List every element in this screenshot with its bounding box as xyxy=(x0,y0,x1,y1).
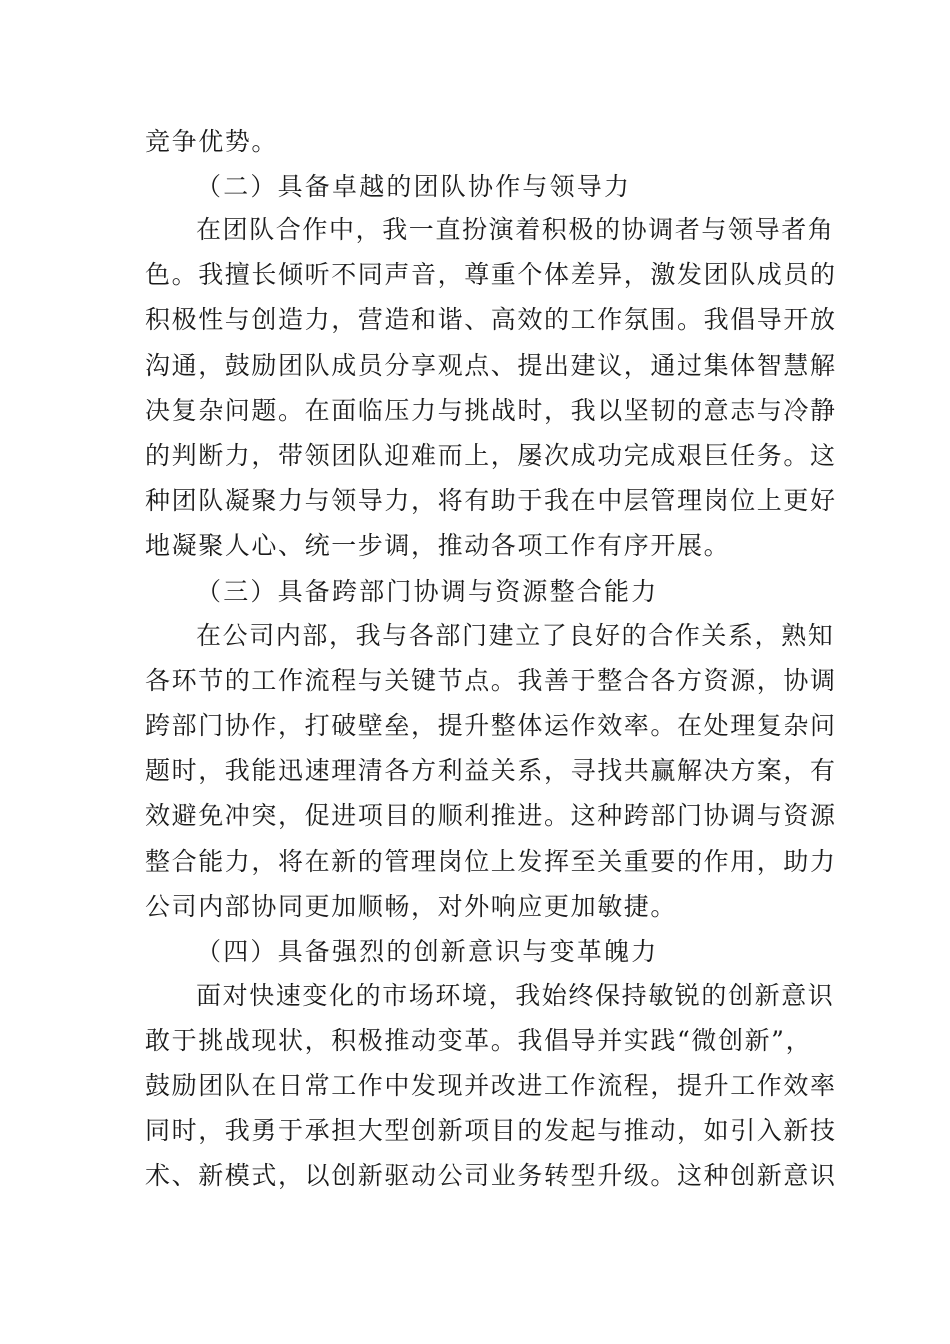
paragraph-line: 色。我擅长倾听不同声音，尊重个体差异，激发团队成员的 xyxy=(145,260,837,289)
paragraph-line: 跨部门协作，打破壁垒，提升整体运作效率。在处理复杂问 xyxy=(145,711,837,740)
paragraph-line: 面对快速变化的市场环境，我始终保持敏锐的创新意识 xyxy=(196,981,835,1010)
paragraph-line: 同时，我勇于承担大型创新项目的发起与推动，如引入新技 xyxy=(145,1116,837,1145)
paragraph-line: 鼓励团队在日常工作中发现并改进工作流程，提升工作效率 xyxy=(145,1071,837,1100)
paragraph-line: 公司内部协同更加顺畅，对外响应更加敏捷。 xyxy=(145,892,678,921)
paragraph-line: 敢于挑战现状，积极推动变革。我倡导并实践“微创新”， xyxy=(145,1026,813,1055)
paragraph-line: 题时，我能迅速理清各方利益关系，寻找共赢解决方案，有 xyxy=(145,756,837,785)
paragraph-line: 的判断力，带领团队迎难而上，屡次成功完成艰巨任务。这 xyxy=(145,441,837,470)
paragraph-line: 沟通，鼓励团队成员分享观点、提出建议，通过集体智慧解 xyxy=(145,351,837,380)
paragraph-line: 整合能力，将在新的管理岗位上发挥至关重要的作用，助力 xyxy=(145,847,837,876)
paragraph-line: 决复杂问题。在面临压力与挑战时，我以坚韧的意志与冷静 xyxy=(145,396,837,425)
section-heading-2: （二）具备卓越的团队协作与领导力 xyxy=(196,172,632,201)
paragraph-line: 积极性与创造力，营造和谐、高效的工作氛围。我倡导开放 xyxy=(145,305,837,334)
paragraph-line: 效避免冲突，促进项目的顺利推进。这种跨部门协调与资源 xyxy=(145,801,837,830)
paragraph-line: 各环节的工作流程与关键节点。我善于整合各方资源，协调 xyxy=(145,666,837,695)
paragraph-line: 在公司内部，我与各部门建立了良好的合作关系，熟知 xyxy=(196,621,835,650)
section-heading-3: （三）具备跨部门协调与资源整合能力 xyxy=(196,577,659,606)
section-heading-4: （四）具备强烈的创新意识与变革魄力 xyxy=(196,937,659,966)
paragraph-line: 种团队凝聚力与领导力，将有助于我在中层管理岗位上更好 xyxy=(145,486,837,515)
paragraph-line: 地凝聚人心、统一步调，推动各项工作有序开展。 xyxy=(145,531,731,560)
paragraph-line: 竞争优势。 xyxy=(145,127,279,156)
paragraph-line: 在团队合作中，我一直扮演着积极的协调者与领导者角 xyxy=(196,215,835,244)
paragraph-line: 术、新模式，以创新驱动公司业务转型升级。这种创新意识 xyxy=(145,1161,837,1190)
